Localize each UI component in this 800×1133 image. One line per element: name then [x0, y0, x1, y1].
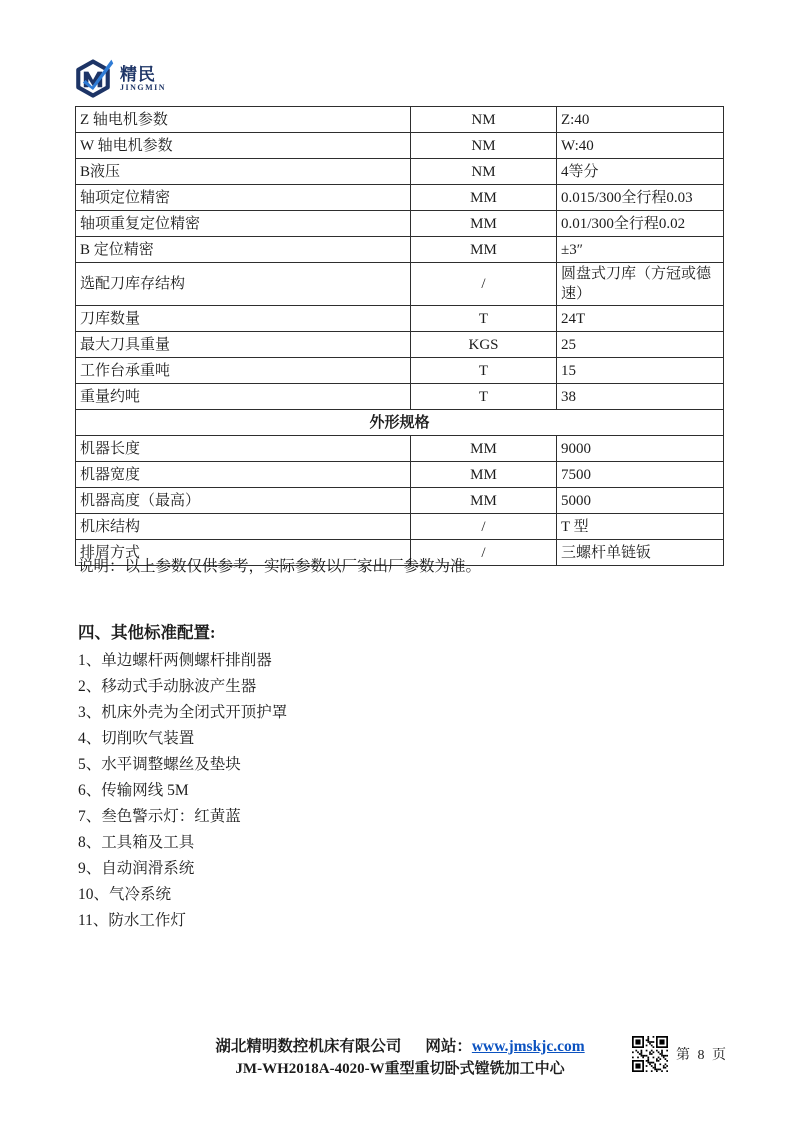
cell-unit: NM: [411, 159, 557, 185]
website-label: 网站：: [425, 1038, 472, 1055]
cell-unit: /: [411, 514, 557, 540]
config-list-item: 3、机床外壳为全闭式开顶护罩: [78, 704, 288, 721]
cell-value: 5000: [557, 488, 724, 514]
cell-value: 7500: [557, 462, 724, 488]
cell-unit: MM: [411, 462, 557, 488]
cell-unit: MM: [411, 488, 557, 514]
config-list-item: 7、叁色警示灯：红黄蓝: [78, 808, 241, 825]
config-list: [78, 648, 287, 934]
config-list-item: 9、自动润滑系统: [78, 860, 195, 877]
cell-value: 24T: [557, 306, 724, 332]
cell-value: 25: [557, 332, 724, 358]
table-row: [76, 514, 724, 540]
cell-unit: MM: [411, 185, 557, 211]
table-row: [76, 133, 724, 159]
footer-model-line: JM-WH2018A-4020-W重型重切卧式镗铣加工中心: [235, 1061, 565, 1077]
website-link[interactable]: www.jmskjc.com: [471, 1038, 585, 1055]
spec-table: [75, 106, 724, 566]
cell-label: 工作台承重吨: [76, 358, 411, 384]
cell-value: T 型: [557, 514, 724, 540]
cell-label: W 轴电机参数: [76, 133, 411, 159]
config-list-item: 5、水平调整螺丝及垫块: [78, 756, 241, 773]
cell-value: 9000: [557, 436, 724, 462]
cell-label: 机床结构: [76, 514, 411, 540]
cell-label: 机器高度（最高）: [76, 488, 411, 514]
cell-value: 三螺杆单链钣: [557, 540, 724, 566]
config-list-item: 8、工具箱及工具: [78, 834, 195, 851]
cell-label: 最大刀具重量: [76, 332, 411, 358]
note-text: 说明：以上参数仅供参考，实际参数以厂家出厂参数为准。: [78, 558, 482, 575]
cell-unit: MM: [411, 237, 557, 263]
cell-label: Z 轴电机参数: [76, 107, 411, 133]
cell-unit: KGS: [411, 332, 557, 358]
table-row: [76, 358, 724, 384]
cell-label: 重量约吨: [76, 384, 411, 410]
cell-value: W:40: [557, 133, 724, 159]
table-row: [76, 237, 724, 263]
page-number: 第 8 页: [676, 1048, 728, 1063]
table-row: [76, 185, 724, 211]
table-row: [76, 462, 724, 488]
cell-value: 38: [557, 384, 724, 410]
config-list-item: 4、切削吹气装置: [78, 730, 195, 747]
cell-label: B液压: [76, 159, 411, 185]
cell-unit: /: [411, 540, 557, 566]
cell-label: 机器长度: [76, 436, 411, 462]
cell-value: 圆盘式刀库（方冠或德速）: [557, 263, 724, 306]
config-list-item: 1、单边螺杆两侧螺杆排削器: [78, 652, 272, 669]
section-title-other-config: 四、其他标准配置:: [78, 623, 216, 642]
cell-value: Z:40: [557, 107, 724, 133]
company-logo: [70, 56, 166, 102]
table-row: [76, 211, 724, 237]
brand-name-cn: 精民: [120, 64, 156, 84]
table-row: [76, 436, 724, 462]
cell-value: 15: [557, 358, 724, 384]
qr-code: [632, 1036, 668, 1072]
config-list-item: 2、移动式手动脉波产生器: [78, 678, 257, 695]
cell-label: 刀库数量: [76, 306, 411, 332]
config-list-item: 11、防水工作灯: [78, 912, 186, 929]
cell-value: ±3″: [557, 237, 724, 263]
company-name: 湖北精明数控机床有限公司: [215, 1038, 402, 1055]
table-row: [76, 306, 724, 332]
cell-label: 轴项重复定位精密: [76, 211, 411, 237]
cell-label: 选配刀库存结构: [76, 263, 411, 306]
cell-unit: T: [411, 384, 557, 410]
table-row: [76, 107, 724, 133]
cell-label: 机器宽度: [76, 462, 411, 488]
table-row: [76, 410, 724, 436]
config-list-item: 6、传输网线 5M: [78, 782, 189, 799]
table-row: [76, 332, 724, 358]
cell-unit: MM: [411, 436, 557, 462]
cell-unit: /: [411, 263, 557, 306]
cell-value: 0.01/300全行程0.02: [557, 211, 724, 237]
cell-unit: T: [411, 306, 557, 332]
cell-value: 0.015/300全行程0.03: [557, 185, 724, 211]
cell-unit: NM: [411, 133, 557, 159]
table-row: [76, 488, 724, 514]
table-row: [76, 384, 724, 410]
cell-label: B 定位精密: [76, 237, 411, 263]
table-section-header: 外形规格: [76, 410, 724, 436]
cell-unit: T: [411, 358, 557, 384]
cell-value: 4等分: [557, 159, 724, 185]
table-row: [76, 263, 724, 306]
config-list-item: 10、气冷系统: [78, 886, 172, 903]
hexagon-m-logo-icon: [70, 56, 116, 102]
table-row: [76, 159, 724, 185]
cell-label: 轴项定位精密: [76, 185, 411, 211]
brand-name-en: JINGMIN: [120, 82, 167, 92]
cell-label: 排屑方式: [76, 540, 411, 566]
cell-unit: NM: [411, 107, 557, 133]
logo-text: [120, 66, 166, 93]
cell-unit: MM: [411, 211, 557, 237]
